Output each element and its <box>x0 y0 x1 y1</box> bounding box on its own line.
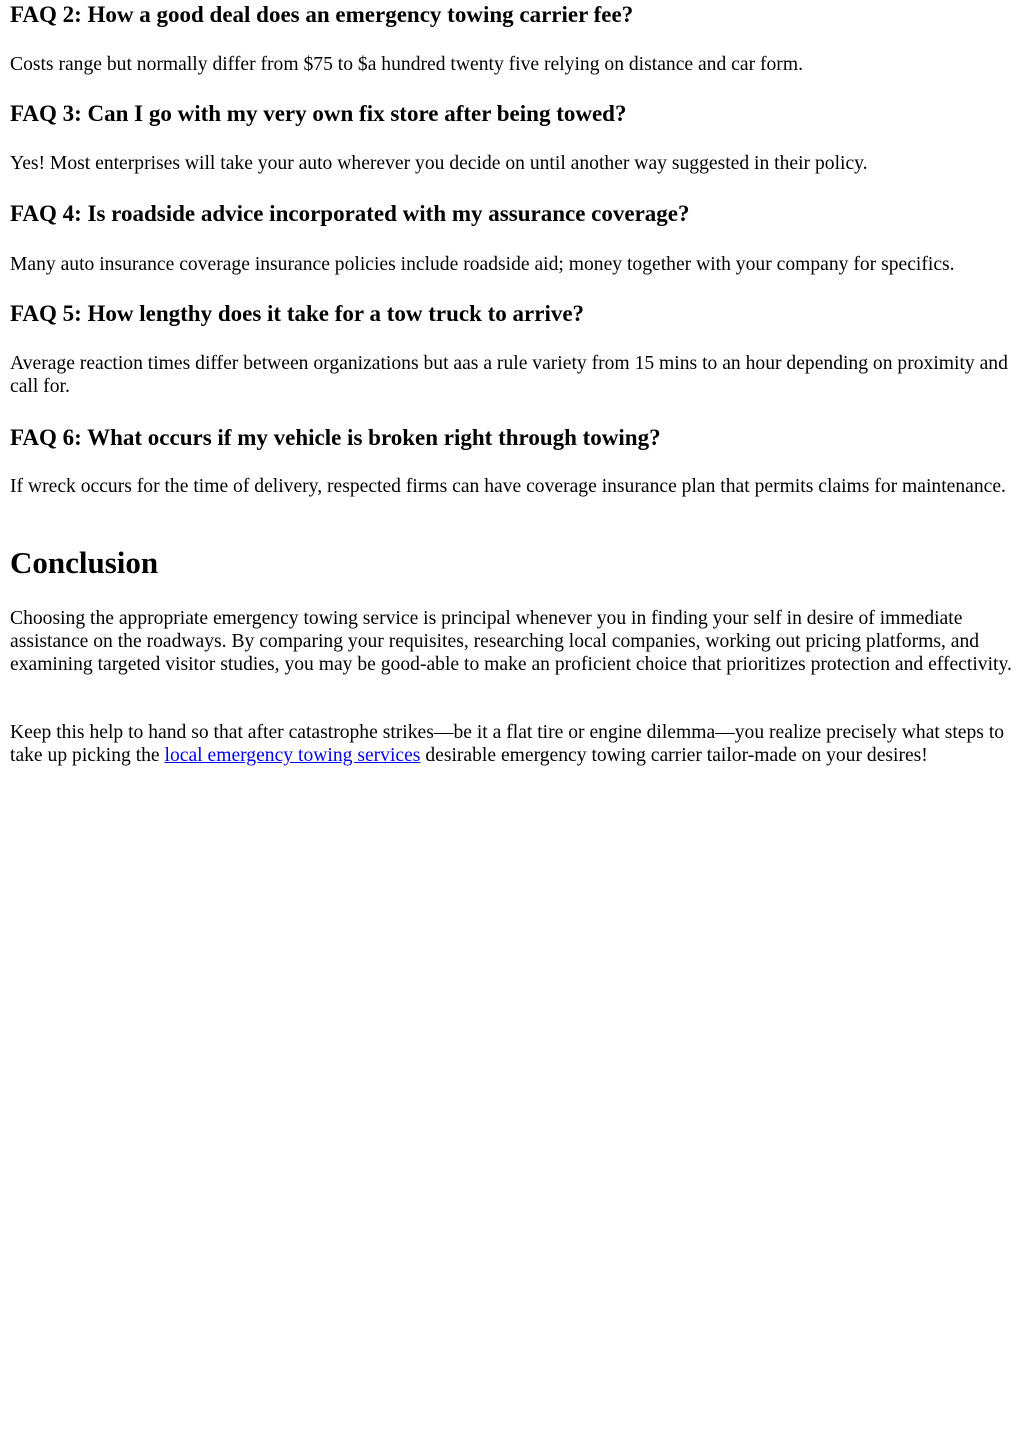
conclusion-paragraph-2 <box>10 721 1010 767</box>
faq-5-answer: Average reaction times differ between organizations but aas a rule variety from 15 mins to an hour depending on proximity and call for. <box>10 353 1008 397</box>
conclusion-paragraph-1: Choosing the appropriate emergency towing service is principal whenever you in finding your self in desire of immediate assistance on the roadways. By comparing your requisites, researching local companies, working out pricing platforms, and examining targeted visitor studies, you may be good-able to make an proficient choice that prioritizes protection and effectivity. <box>10 608 1012 675</box>
conclusion-heading: Conclusion <box>10 545 159 580</box>
conclusion-paragraph-2-end: desirable emergency towing carrier tailor-made on your desires! <box>420 745 928 766</box>
faq-2-question: FAQ 2: How a good deal does an emergency towing carrier fee? <box>10 2 634 27</box>
local-towing-link[interactable]: local emergency towing services <box>164 745 421 766</box>
faq-5-question: FAQ 5: How lengthy does it take for a tow truck to arrive? <box>10 301 585 326</box>
conclusion-paragraph-2-start: Keep this help to hand so that after catastrophe strikes—be it a flat tire or engine dilemma—you realize precisely what steps to take up picking the <box>10 722 1005 766</box>
faq-6-answer: If wreck occurs for the time of delivery, respected firms can have coverage insurance plan that permits claims for maintenance. <box>10 476 1006 497</box>
faq-4-question: FAQ 4: Is roadside advice incorporated with my assurance coverage? <box>10 201 690 226</box>
faq-4-answer: Many auto insurance coverage insurance policies include roadside aid; money together with your company for specifics. <box>10 254 955 275</box>
faq-3-answer: Yes! Most enterprises will take your auto wherever you decide on until another way suggested in their policy. <box>10 153 868 174</box>
faq-2-answer: Costs range but normally differ from $75 to $a hundred twenty five relying on distance and car form. <box>10 54 803 75</box>
faq-6-question: FAQ 6: What occurs if my vehicle is broken right through towing? <box>10 425 661 450</box>
faq-3-question: FAQ 3: Can I go with my very own fix store after being towed? <box>10 101 627 126</box>
